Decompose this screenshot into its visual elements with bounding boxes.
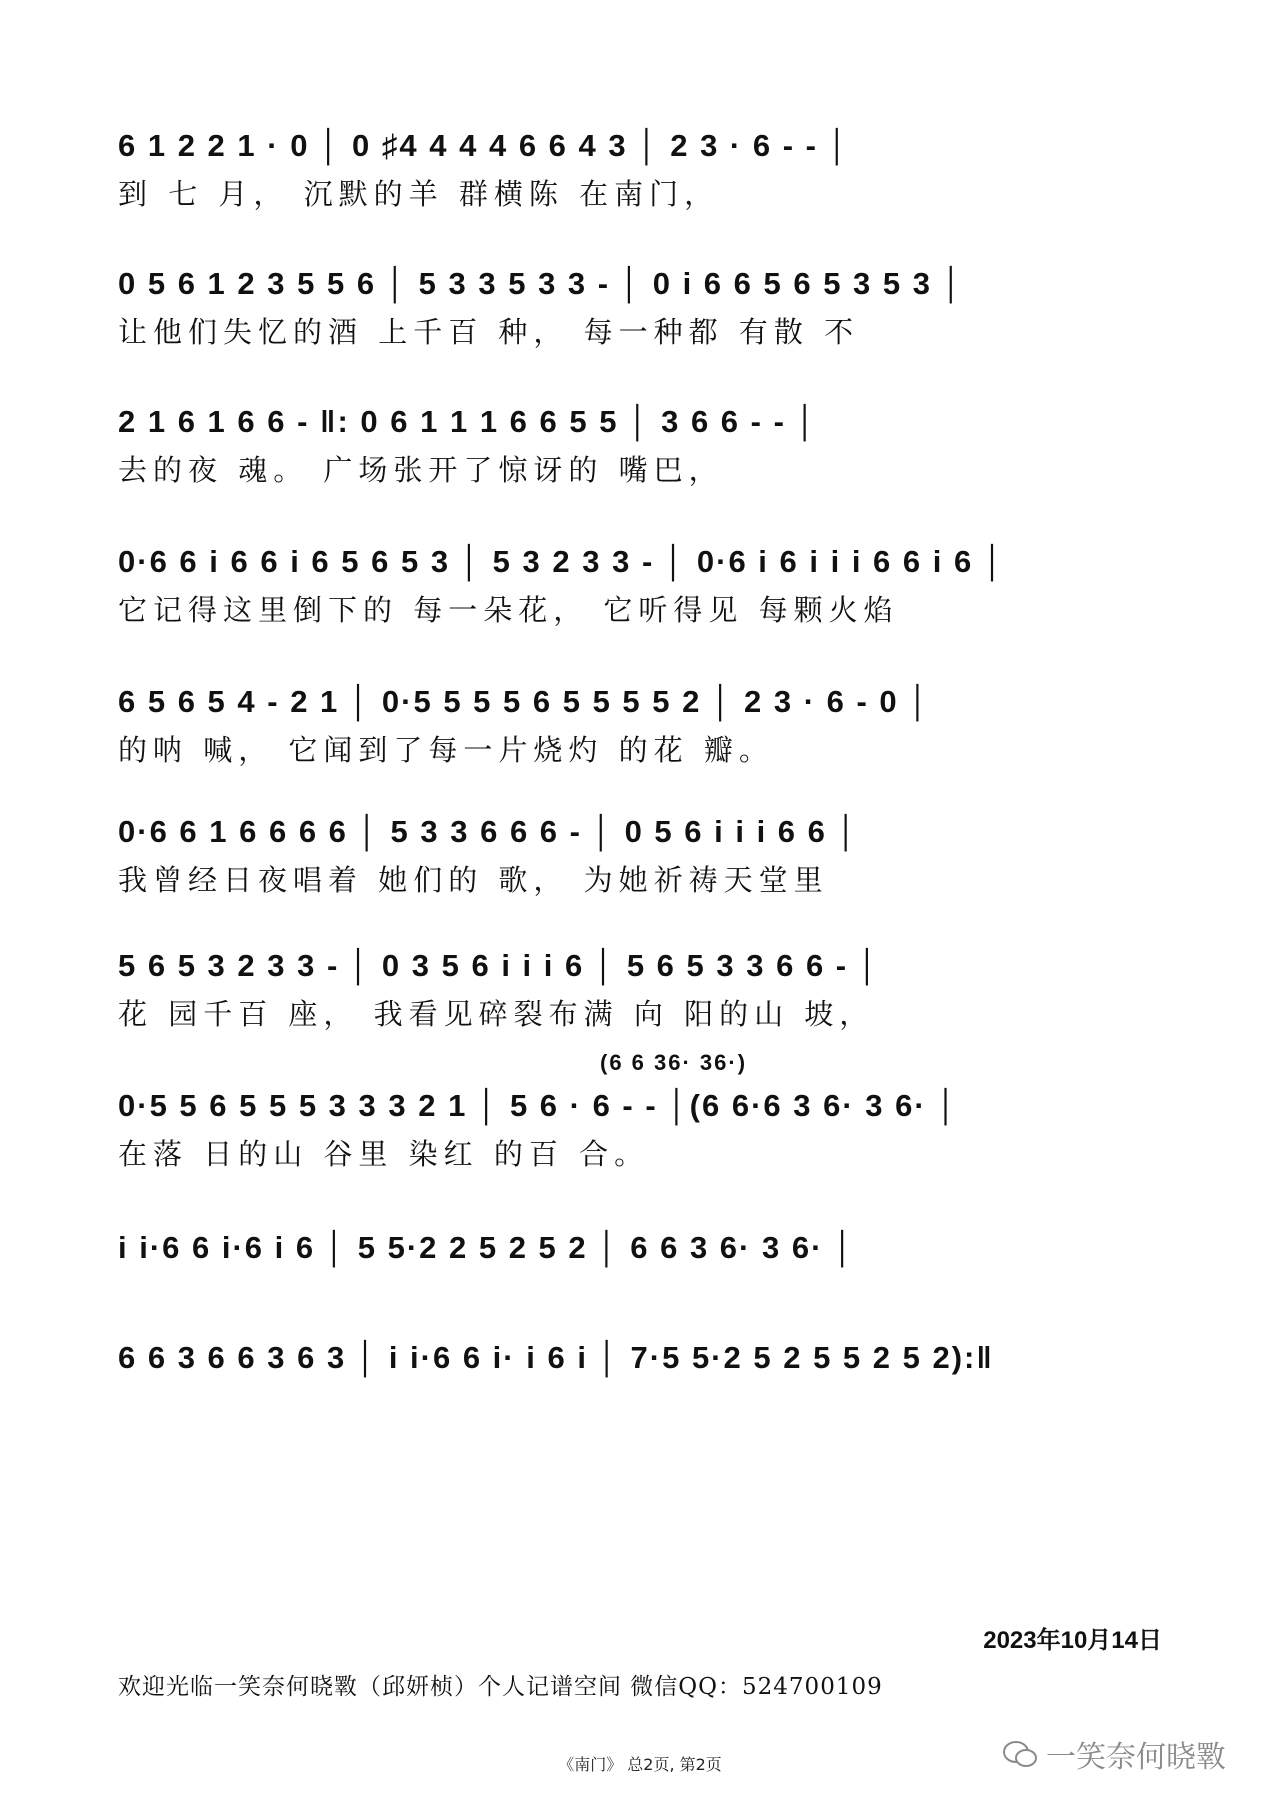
- notation-line: 0·5 5 6 5 5 5 3 3 3 2 1 │ 5 6 · 6 - - │(6 6·6 3 6· 3 6· │: [118, 1088, 959, 1123]
- welcome-text: 欢迎光临一笑奈何晓斁（邱妍桢）个人记谱空间 微信QQ：524700109: [118, 1674, 883, 1700]
- notation-line: 2 1 6 1 6 6 - ‖: 0 6 1 1 1 6 6 5 5 │ 3 6 6 - - │: [118, 404, 818, 439]
- watermark-text: 一笑奈何晓斁: [1046, 1740, 1226, 1775]
- notation-line: 0 5 6 1 2 3 5 5 6 │ 5 3 3 5 3 3 - │ 0 i 6 6 5 6 5 3 5 3 │: [118, 266, 964, 301]
- lyric-line: 在落 日的山 谷里 染红 的百 合。: [118, 1137, 650, 1171]
- lyric-line: 它记得这里倒下的 每一朵花， 它听得见 每颗火焰: [118, 593, 899, 627]
- notation-line: i i·6 6 i·6 i 6 │ 5 5·2 2 5 2 5 2 │ 6 6 3 6· 3 6· │: [118, 1230, 856, 1265]
- lyric-line: 的呐 喊， 它闻到了每一片烧灼 的花 瓣。: [118, 733, 774, 767]
- notation-line: 6 5 6 5 4 - 2 1 │ 0·5 5 5 5 6 5 5 5 5 2 │ 2 3 · 6 - 0 │: [118, 684, 931, 719]
- notation-line: 6 6 3 6 6 3 6 3 │ i i·6 6 i· i 6 i │ 7·5 5·2 5 2 5 5 2 5 2):‖: [118, 1340, 994, 1375]
- lyric-line: 到 七 月， 沉默的羊 群横陈 在南门，: [118, 177, 720, 211]
- repeat-annotation: (6 6 36· 36·): [600, 1050, 748, 1075]
- notation-line: 0·6 6 i 6 6 i 6 5 6 5 3 │ 5 3 2 3 3 - │ 0·6 i 6 i i i 6 6 i 6 │: [118, 544, 1006, 579]
- lyric-line: 让他们失忆的酒 上千百 种， 每一种都 有散 不: [118, 315, 860, 349]
- lyric-line: 花 园千百 座， 我看见碎裂布满 向 阳的山 坡，: [118, 997, 875, 1031]
- watermark: [1002, 1730, 1226, 1778]
- notation-line: 5 6 5 3 2 3 3 - │ 0 3 5 6 i i i 6 │ 5 6 5 3 3 6 6 - │: [118, 948, 881, 983]
- notation-line: 0·6 6 1 6 6 6 6 │ 5 3 3 6 6 6 - │ 0 5 6 i i i 6 6 │: [118, 814, 859, 849]
- lyric-line: 我曾经日夜唱着 她们的 歌， 为她祈祷天堂里: [118, 863, 829, 897]
- lyric-line: 去的夜 魂。 广场张开了惊讶的 嘴巴，: [118, 453, 724, 487]
- notation-line: 6 1 2 2 1 · 0 │ 0 ♯4 4 4 4 6 6 4 3 │ 2 3 · 6 - - │: [118, 128, 850, 163]
- page-number: 《南门》 总2页, 第2页: [558, 1755, 722, 1774]
- wechat-icon: [1002, 1739, 1038, 1769]
- date-label: 2023年10月14日: [983, 1627, 1162, 1654]
